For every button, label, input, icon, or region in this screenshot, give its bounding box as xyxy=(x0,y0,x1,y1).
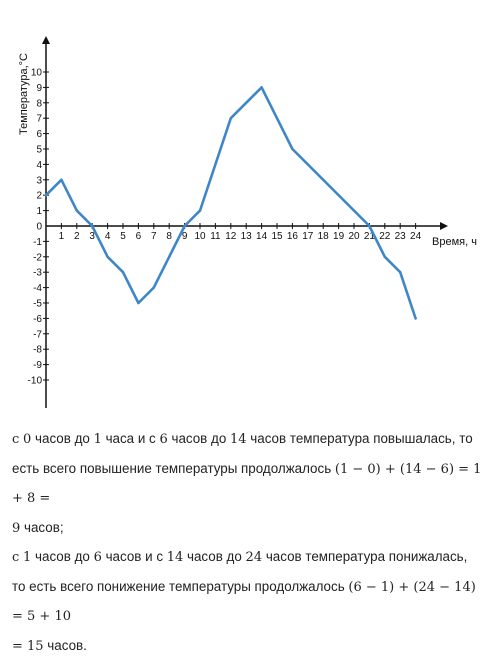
number: 1 xyxy=(23,550,32,565)
data-point xyxy=(168,256,170,258)
text-fragment: с xyxy=(12,550,20,565)
text-fragment: часов до xyxy=(183,549,246,564)
x-tick-label: 11 xyxy=(210,231,221,242)
data-point xyxy=(384,256,386,258)
y-axis-label: Температура,°С xyxy=(18,52,30,136)
number: 0 xyxy=(23,432,32,447)
y-tick-label: -1 xyxy=(33,236,42,248)
text-fragment: часов до xyxy=(31,549,94,564)
explanation-text xyxy=(12,425,482,661)
x-tick-label: 2 xyxy=(74,231,80,242)
x-tick-label: 6 xyxy=(135,231,142,242)
text-fragment: часов температура понижалась, то есть всего понижение температуры продолжалось xyxy=(12,549,468,594)
y-tick-label: 7 xyxy=(36,113,42,125)
data-point xyxy=(368,225,370,227)
x-tick-label: 14 xyxy=(256,231,268,242)
x-tick-label: 20 xyxy=(348,231,360,242)
math-expression: (1 − 0) + (14 − 6) = 1 + 8 = xyxy=(12,461,482,506)
x-tick-label: 4 xyxy=(104,231,111,242)
temperature-series xyxy=(45,86,417,319)
data-point xyxy=(153,286,155,288)
explanation-paragraph-increase xyxy=(12,425,482,543)
data-point xyxy=(76,209,78,211)
number: 6 xyxy=(93,550,102,565)
data-point xyxy=(199,209,201,211)
temperature-line xyxy=(46,87,416,318)
text-fragment: часа и с xyxy=(101,431,160,446)
text-fragment: часов и с xyxy=(101,549,167,564)
y-tick-label: -2 xyxy=(33,252,42,264)
x-tick-label: 1 xyxy=(58,231,65,242)
y-tick-label: -3 xyxy=(33,267,42,279)
number: 9 xyxy=(12,520,21,536)
number: 1 xyxy=(93,432,102,447)
x-tick-label: 17 xyxy=(302,231,314,242)
x-tick-label: 23 xyxy=(394,231,406,242)
y-tick-label: 9 xyxy=(36,82,42,94)
data-point xyxy=(91,225,93,227)
y-tick-label: 0 xyxy=(36,221,42,233)
data-point xyxy=(414,317,416,319)
x-tick-label: 15 xyxy=(271,231,283,242)
y-tick-label: -4 xyxy=(33,283,42,295)
explanation-paragraph-decrease xyxy=(12,543,482,661)
number: = 15 xyxy=(12,638,44,654)
x-tick-label: 5 xyxy=(120,231,126,242)
tick-labels xyxy=(28,68,422,387)
y-tick-label: -6 xyxy=(33,313,42,325)
data-point xyxy=(399,271,401,273)
text-fragment: часов. xyxy=(43,637,87,653)
x-tick-label: 13 xyxy=(240,231,252,242)
y-tick-label: 1 xyxy=(36,206,42,218)
text-fragment: часов температура повышалась, то есть всего повышение температуры продолжалось xyxy=(12,431,473,476)
data-point xyxy=(230,117,232,119)
data-point xyxy=(45,194,47,196)
x-tick-label: 10 xyxy=(194,231,206,242)
y-tick-label: 6 xyxy=(36,129,42,141)
data-point xyxy=(60,179,62,181)
y-tick-label: 5 xyxy=(36,144,42,156)
data-point xyxy=(291,148,293,150)
x-tick-label: 24 xyxy=(410,231,422,242)
data-point xyxy=(183,225,185,227)
data-point xyxy=(106,256,108,258)
x-tick-label: 8 xyxy=(166,231,172,242)
y-tick-label: -7 xyxy=(33,329,42,341)
text-fragment: часов; xyxy=(20,519,64,535)
number: 6 xyxy=(159,432,168,447)
x-tick-label: 16 xyxy=(286,231,298,242)
data-point xyxy=(122,271,124,273)
x-tick-label: 12 xyxy=(225,231,237,242)
number: 14 xyxy=(230,432,247,447)
x-tick-label: 19 xyxy=(333,231,345,242)
y-tick-label: 8 xyxy=(36,98,42,110)
x-axis-label: Время, ч xyxy=(432,236,477,248)
text-fragment: с xyxy=(12,432,20,447)
y-tick-label: 10 xyxy=(30,67,42,79)
x-tick-label: 7 xyxy=(151,231,157,242)
y-tick-label: -5 xyxy=(33,298,42,310)
y-tick-label: 2 xyxy=(36,190,42,202)
math-expression: (6 − 1) + (24 − 14) = 5 + 10 xyxy=(12,579,476,624)
x-tick-label: 9 xyxy=(181,231,188,242)
y-tick-label: 4 xyxy=(36,159,42,171)
y-tick-label: -10 xyxy=(27,375,42,387)
x-tick-label: 22 xyxy=(379,231,391,242)
x-tick-label: 21 xyxy=(363,231,375,242)
x-tick-label: 3 xyxy=(89,231,95,242)
x-tick-label: 18 xyxy=(317,231,329,242)
y-tick-label: 3 xyxy=(36,175,42,187)
data-point xyxy=(137,302,139,304)
text-fragment: часов до xyxy=(31,431,94,446)
y-tick-label: -9 xyxy=(33,360,42,372)
number: 24 xyxy=(245,550,263,565)
text-fragment: часов до xyxy=(167,431,231,446)
data-point xyxy=(260,86,262,88)
number: 14 xyxy=(166,550,184,565)
y-tick-label: -8 xyxy=(33,344,42,356)
axes xyxy=(43,38,446,408)
